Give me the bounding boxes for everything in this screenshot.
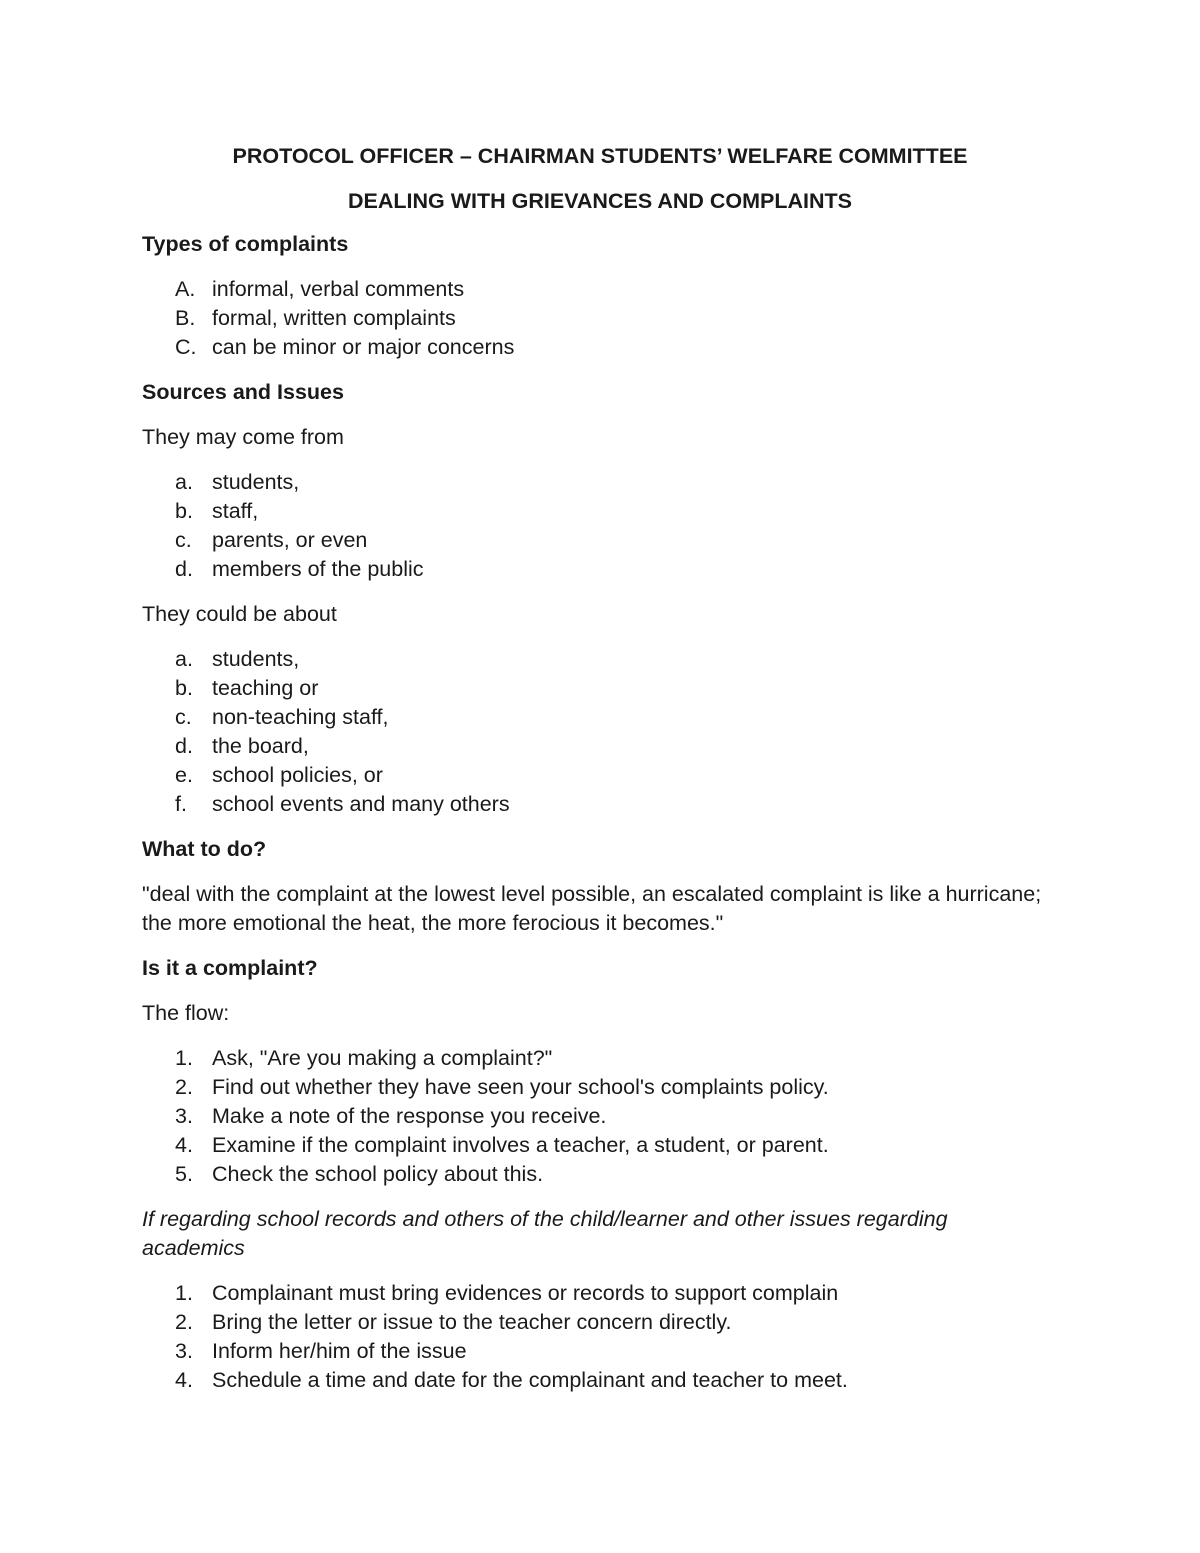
list-item: [142, 1366, 1050, 1395]
list-marker: e.: [175, 763, 193, 787]
list-item-text: can be minor or major concerns: [212, 335, 515, 359]
list-item-text: Ask, "Are you making a complaint?": [212, 1046, 553, 1070]
list-marker: a.: [175, 647, 193, 671]
list-item-text: informal, verbal comments: [212, 277, 465, 301]
list-item: [142, 790, 1050, 819]
list-item-text: teaching or: [212, 676, 319, 700]
list-item-text: Check the school policy about this.: [212, 1162, 544, 1186]
records-list: [142, 1279, 1050, 1395]
list-item-text: Bring the letter or issue to the teacher concern directly.: [212, 1310, 732, 1334]
list-marker: d.: [175, 734, 193, 758]
list-item: [142, 645, 1050, 674]
list-marker: 3.: [175, 1339, 193, 1363]
list-marker: C.: [175, 335, 197, 359]
list-item: [142, 703, 1050, 732]
section-heading-sources: Sources and Issues: [142, 380, 344, 404]
list-item: [142, 732, 1050, 761]
list-item-text: Schedule a time and date for the complainant and teacher to meet.: [212, 1368, 848, 1392]
list-item: [142, 468, 1050, 497]
list-item-text: Examine if the complaint involves a teacher, a student, or parent.: [212, 1133, 829, 1157]
list-item-text: Inform her/him of the issue: [212, 1339, 467, 1363]
sources-from-list: [142, 468, 1050, 584]
document-subtitle: DEALING WITH GRIEVANCES AND COMPLAINTS: [347, 189, 853, 213]
records-intro: If regarding school records and others of the child/learner and other issues regarding academics: [142, 1207, 948, 1260]
list-marker: 1.: [175, 1046, 193, 1070]
list-marker: c.: [175, 528, 192, 552]
document-title: PROTOCOL OFFICER – CHAIRMAN STUDENTS’ WELFARE COMMITTEE: [232, 144, 968, 168]
list-item: [142, 674, 1050, 703]
list-item-text: Find out whether they have seen your school's complaints policy.: [212, 1075, 829, 1099]
list-item: [142, 304, 1050, 333]
list-item: [142, 555, 1050, 584]
sources-about-list: [142, 645, 1050, 819]
sources-about-intro: They could be about: [142, 602, 337, 626]
list-item-text: formal, written complaints: [212, 306, 456, 330]
what-to-do-quote: "deal with the complaint at the lowest level possible, an escalated complaint is like a hurricane; the more emotional the heat, the more ferocious it becomes.": [142, 882, 1042, 935]
list-marker: 4.: [175, 1368, 193, 1392]
list-item-text: school events and many others: [212, 792, 510, 816]
list-item-text: non-teaching staff,: [212, 705, 389, 729]
list-item: [142, 1073, 1050, 1102]
types-list: [142, 275, 1050, 362]
list-marker: 4.: [175, 1133, 193, 1157]
list-item-text: students,: [212, 470, 300, 494]
list-item: [142, 526, 1050, 555]
list-marker: d.: [175, 557, 193, 581]
list-marker: 3.: [175, 1104, 193, 1128]
list-item-text: Complainant must bring evidences or records to support complain: [212, 1281, 839, 1305]
list-item-text: members of the public: [212, 557, 424, 581]
list-item: [142, 497, 1050, 526]
list-marker: f.: [175, 792, 187, 816]
list-marker: c.: [175, 705, 192, 729]
list-item-text: school policies, or: [212, 763, 383, 787]
list-marker: 2.: [175, 1310, 193, 1334]
list-item: [142, 1102, 1050, 1131]
section-heading-is-complaint: Is it a complaint?: [142, 956, 318, 980]
list-item: [142, 333, 1050, 362]
list-marker: 1.: [175, 1281, 193, 1305]
list-item: [142, 1337, 1050, 1366]
sources-from-intro: They may come from: [142, 425, 344, 449]
list-item-text: students,: [212, 647, 300, 671]
list-item: [142, 761, 1050, 790]
list-item: [142, 1131, 1050, 1160]
list-item-text: parents, or even: [212, 528, 368, 552]
list-item: [142, 1308, 1050, 1337]
list-item-text: staff,: [212, 499, 259, 523]
section-heading-what-to-do: What to do?: [142, 837, 267, 861]
list-marker: A.: [175, 277, 196, 301]
list-item-text: Make a note of the response you receive.: [212, 1104, 607, 1128]
list-item: [142, 1044, 1050, 1073]
list-item: [142, 1279, 1050, 1308]
flow-intro: The flow:: [142, 1001, 230, 1025]
list-item: [142, 275, 1050, 304]
list-marker: b.: [175, 676, 193, 700]
list-marker: 2.: [175, 1075, 193, 1099]
list-marker: 5.: [175, 1162, 193, 1186]
list-marker: a.: [175, 470, 193, 494]
flow-list: [142, 1044, 1050, 1189]
section-heading-types: Types of complaints: [142, 232, 349, 256]
list-marker: B.: [175, 306, 196, 330]
list-item-text: the board,: [212, 734, 309, 758]
list-item: [142, 1160, 1050, 1189]
list-marker: b.: [175, 499, 193, 523]
